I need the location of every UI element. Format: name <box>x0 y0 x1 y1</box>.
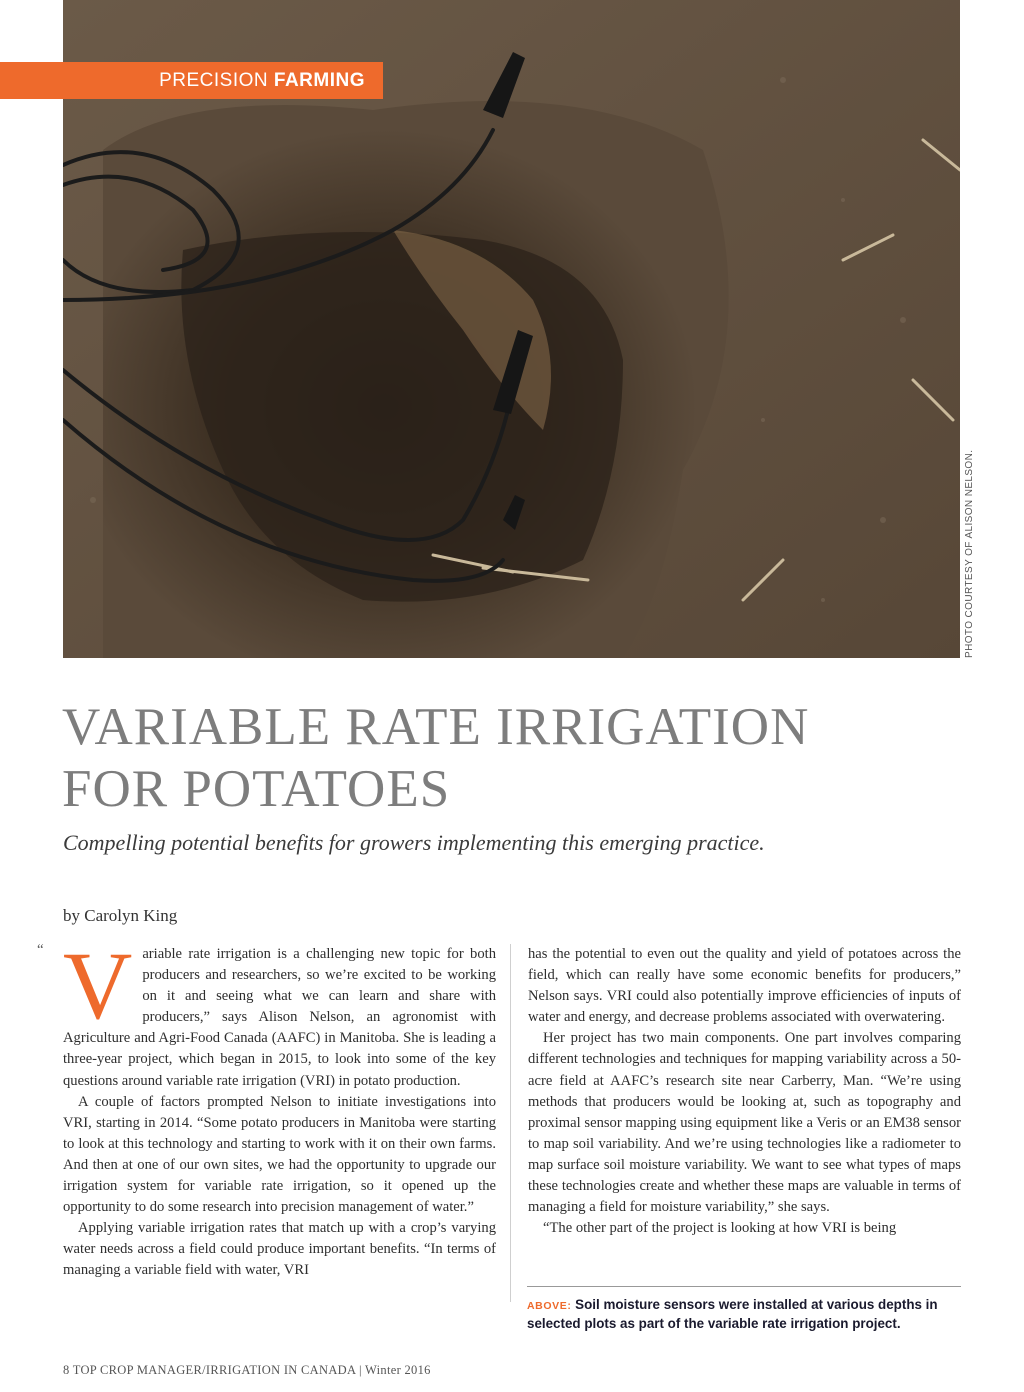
article-deck: Compelling potential benefits for growers implementing this emerging practice. <box>63 830 765 855</box>
caption-label: ABOVE: <box>527 1300 572 1312</box>
page-footer: 8 TOP CROP MANAGER/IRRIGATION IN CANADA | Winter 2016 <box>63 1363 431 1377</box>
headline-line-1: VARIABLE RATE IRRIGATION <box>62 698 810 756</box>
caption-divider <box>527 1286 961 1287</box>
byline: by Carolyn King <box>63 906 178 925</box>
section-tag-bold: FARMING <box>273 70 365 91</box>
paragraph-2: A couple of factors prompted Nelson to initiate investigations into VRI, starting in 2014. “Some potato producers in Manitoba were starting to look at this technology and starting to work with it on their own farms. And then at one of our own sites, we had the opportunity to upgrade our irrigation system for variable rate irrigation, so it opened up the opportunity to do some research into precision management of water.” <box>63 1093 496 1216</box>
open-quote: “ <box>37 942 44 958</box>
paragraph-5: Her project has two main components. One part involves comparing different technologies and techniques for mapping variability across a 50-acre field at AAFC’s research site near Carberry, Man. “We’re using methods that producers would be looking at, such as topography and proximal sensor mapping using equipment like a Veris or an EM38 sensor to map soil variability. And we’re using technologies like a radiometer to map surface soil moisture variability. We want to see what types of maps these technologies create and whether these maps are valuable in terms of managing a field for moisture variability,” she says. <box>528 1030 961 1216</box>
paragraph-1-text: ariable rate irrigation is a challenging new topic for both producers and researchers, so we’re excited to be working on it and seeing what we can learn and share with producers,” says Alison Nelson, an agronomist with Agriculture and Agri-Food Canada (AAFC) in Manitoba. She is leading a three-year project, which began in 2015, to look into some of the key questions around variable rate irrigation (VRI) in potato production. <box>63 946 496 1089</box>
paragraph-6: “The other part of the project is looking at how VRI is being <box>543 1220 897 1237</box>
section-tag-prefix: PRECISION <box>159 70 269 91</box>
photo-caption <box>527 1296 967 1332</box>
paragraph-3: Applying variable irrigation rates that match up with a crop’s varying water needs across a field could produce important benefits. “In terms of managing a variable field with water, VRI <box>63 1220 496 1279</box>
photo-credit: PHOTO COURTESY OF ALISON NELSON. <box>964 449 975 658</box>
section-tag <box>0 62 383 99</box>
column-divider <box>510 944 511 1302</box>
caption-text: Soil moisture sensors were installed at various depths in selected plots as part of the variable rate irrigation project. <box>527 1297 938 1331</box>
headline-line-2: FOR POTATOES <box>62 760 451 818</box>
drop-cap: V <box>63 932 133 1039</box>
body-column-1 <box>63 932 496 1282</box>
body-column-2 <box>528 944 961 1239</box>
paragraph-4: has the potential to even out the quality and yield of potatoes across the field, which can really have some economic benefits for producers,” Nelson says. VRI could also potentially improve efficiencies of inputs of water and energy, and decrease problems associated with overwatering. <box>528 946 961 1026</box>
article-headline <box>62 696 962 820</box>
paragraph-1 <box>63 932 496 1092</box>
